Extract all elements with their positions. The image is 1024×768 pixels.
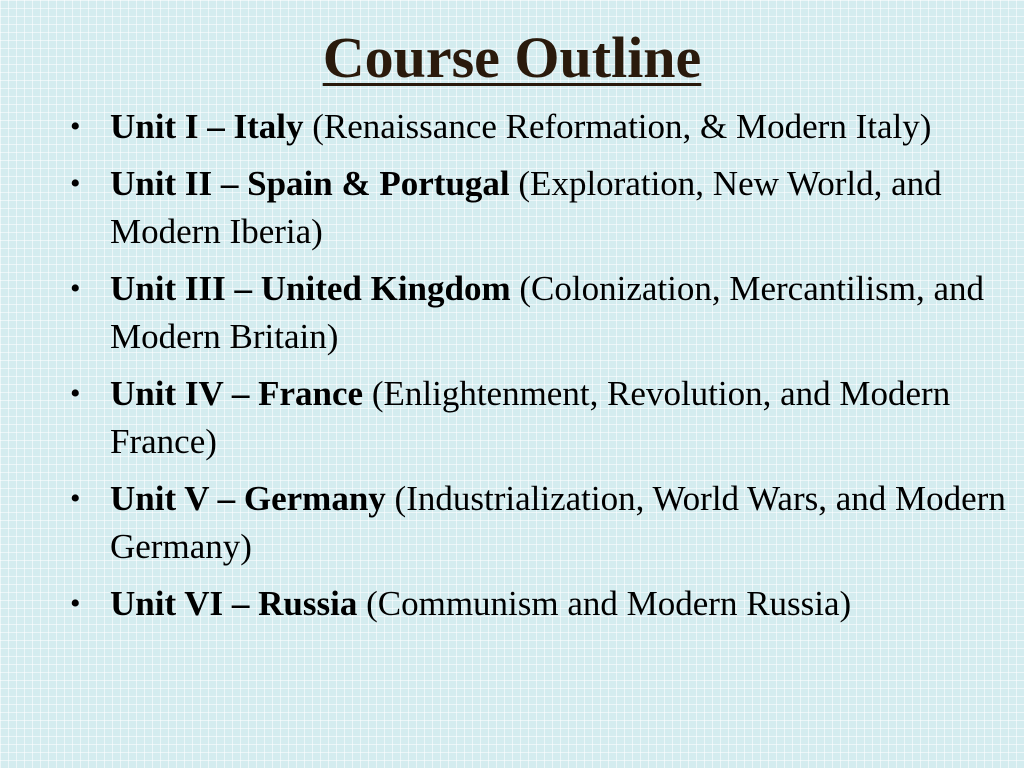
bullet-icon: • (70, 167, 81, 200)
outline-item-unit-5 (68, 475, 1008, 571)
unit-topics: (Communism and Modern Russia) (357, 584, 852, 623)
unit-title: Unit I – Italy (110, 107, 304, 146)
bullet-icon: • (70, 482, 81, 515)
bullet-icon: • (70, 272, 81, 305)
course-outline-list (68, 103, 1008, 637)
unit-topics: (Colonization, Mercantilism, and Modern Britain) (110, 269, 985, 356)
outline-item-unit-2 (68, 160, 1008, 256)
bullet-icon: • (70, 377, 81, 410)
unit-topics: (Exploration, New World, and Modern Iberia) (110, 164, 942, 251)
unit-title: Unit V – Germany (110, 479, 386, 518)
unit-topics: (Renaissance Reformation, & Modern Italy) (303, 107, 932, 146)
outline-item-unit-1 (68, 103, 1008, 151)
bullet-icon: • (70, 110, 81, 143)
unit-topics: (Industrialization, World Wars, and Modern Germany) (110, 479, 1006, 566)
unit-title: Unit VI – Russia (110, 584, 358, 623)
bullet-icon: • (70, 587, 81, 620)
outline-item-unit-6 (68, 580, 1008, 628)
slide-title: Course Outline (322, 25, 702, 90)
unit-title: Unit II – Spain & Portugal (110, 164, 510, 203)
outline-item-unit-4 (68, 370, 1008, 466)
unit-title: Unit IV – France (110, 374, 364, 413)
outline-item-unit-3 (68, 265, 1008, 361)
unit-topics: (Enlightenment, Revolution, and Modern France) (110, 374, 951, 461)
unit-title: Unit III – United Kingdom (110, 269, 511, 308)
